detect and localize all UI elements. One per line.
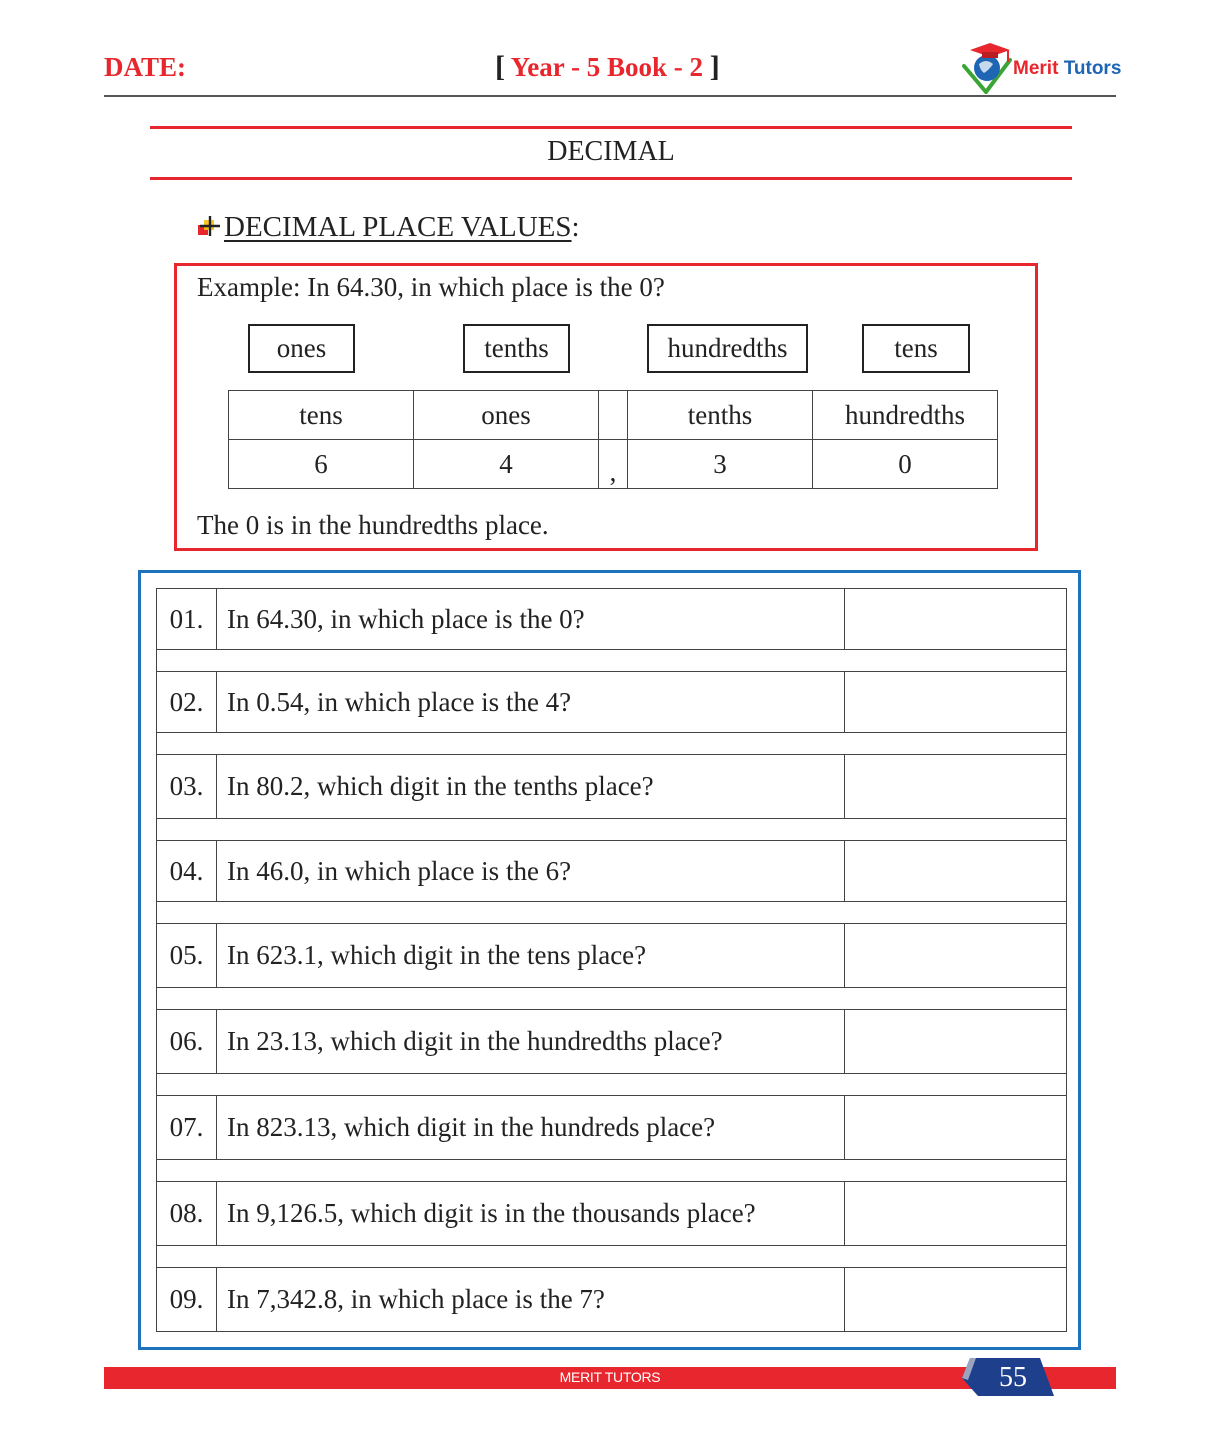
title-rule-top — [150, 126, 1072, 129]
question-row — [157, 924, 1067, 988]
subheading — [224, 211, 580, 244]
question-row — [157, 672, 1067, 733]
book-title — [495, 50, 720, 84]
section-title: DECIMAL — [547, 136, 675, 167]
answer-cell[interactable] — [845, 841, 1067, 902]
question-spacer-row — [157, 1246, 1067, 1268]
place-value-table — [228, 390, 998, 489]
question-spacer-row — [157, 733, 1067, 755]
answer-cell[interactable] — [845, 924, 1067, 988]
book-title-close-bracket: ] — [709, 50, 720, 83]
title-rule-bottom — [150, 177, 1072, 180]
place-value-digit-row — [229, 440, 998, 489]
spacer-cell — [157, 1074, 1067, 1096]
example-question: Example: In 64.30, in which place is the 0? — [197, 272, 665, 302]
question-text: In 23.13, which digit in the hundredths place? — [217, 1010, 845, 1074]
question-text: In 0.54, in which place is the 4? — [217, 672, 845, 733]
pv-header-tenths: tenths — [628, 391, 813, 440]
spacer-cell — [157, 819, 1067, 841]
question-number: 07. — [157, 1096, 217, 1160]
question-spacer-row — [157, 650, 1067, 672]
question-spacer-row — [157, 988, 1067, 1010]
question-number: 06. — [157, 1010, 217, 1074]
pv-value-tenths: 3 — [628, 440, 813, 489]
spacer-cell — [157, 1160, 1067, 1182]
question-number: 04. — [157, 841, 217, 902]
question-text: In 7,342.8, in which place is the 7? — [217, 1268, 845, 1332]
pv-value-decimal-mark: , — [599, 440, 628, 489]
pv-header-hundredths: hundredths — [813, 391, 998, 440]
header-divider — [104, 95, 1116, 97]
pv-value-ones: 4 — [414, 440, 599, 489]
answer-cell[interactable] — [845, 1268, 1067, 1332]
answer-cell[interactable] — [845, 589, 1067, 650]
pv-value-hundredths: 0 — [813, 440, 998, 489]
pv-value-tens: 6 — [229, 440, 414, 489]
page-number: 55 — [999, 1362, 1027, 1393]
question-number: 01. — [157, 589, 217, 650]
book-title-text: Year - 5 Book - 2 — [510, 52, 703, 82]
spacer-cell — [157, 650, 1067, 672]
question-text: In 46.0, in which place is the 6? — [217, 841, 845, 902]
answer-cell[interactable] — [845, 755, 1067, 819]
place-value-header-row — [229, 391, 998, 440]
question-number: 02. — [157, 672, 217, 733]
example-answer: The 0 is in the hundredths place. — [197, 510, 549, 540]
book-title-open-bracket: [ — [495, 50, 505, 83]
logo-wordmark — [1013, 58, 1121, 80]
pv-header-decimal — [599, 391, 628, 440]
footer-text: MERIT TUTORS — [559, 1369, 661, 1385]
pv-header-ones: ones — [414, 391, 599, 440]
question-row — [157, 589, 1067, 650]
option-tens: tens — [862, 324, 970, 373]
answer-cell[interactable] — [845, 1096, 1067, 1160]
question-number: 05. — [157, 924, 217, 988]
spacer-cell — [157, 988, 1067, 1010]
spacer-cell — [157, 902, 1067, 924]
question-spacer-row — [157, 819, 1067, 841]
spacer-cell — [157, 733, 1067, 755]
subheading-colon: : — [571, 211, 580, 243]
bullet-plus-icon — [198, 214, 222, 238]
questions-table — [156, 588, 1067, 1332]
question-spacer-row — [157, 902, 1067, 924]
option-ones: ones — [248, 324, 355, 373]
option-tenths: tenths — [463, 324, 570, 373]
question-row — [157, 841, 1067, 902]
question-row — [157, 755, 1067, 819]
question-text: In 823.13, which digit in the hundreds place? — [217, 1096, 845, 1160]
question-row — [157, 1010, 1067, 1074]
question-row — [157, 1096, 1067, 1160]
question-row — [157, 1182, 1067, 1246]
logo-word-merit: Merit — [1013, 58, 1059, 79]
question-text: In 9,126.5, which digit is in the thousands place? — [217, 1182, 845, 1246]
question-text: In 623.1, which digit in the tens place? — [217, 924, 845, 988]
question-row — [157, 1268, 1067, 1332]
question-number: 03. — [157, 755, 217, 819]
answer-cell[interactable] — [845, 1182, 1067, 1246]
option-hundredths: hundredths — [647, 324, 808, 373]
answer-cell[interactable] — [845, 672, 1067, 733]
spacer-cell — [157, 1246, 1067, 1268]
question-text: In 80.2, which digit in the tenths place? — [217, 755, 845, 819]
question-number: 08. — [157, 1182, 217, 1246]
pv-header-tens: tens — [229, 391, 414, 440]
question-spacer-row — [157, 1160, 1067, 1182]
logo-word-tutors: Tutors — [1063, 58, 1122, 79]
date-label: DATE: — [104, 52, 187, 82]
question-number: 09. — [157, 1268, 217, 1332]
question-spacer-row — [157, 1074, 1067, 1096]
answer-cell[interactable] — [845, 1010, 1067, 1074]
subheading-text: DECIMAL PLACE VALUES — [224, 211, 572, 243]
question-text: In 64.30, in which place is the 0? — [217, 589, 845, 650]
